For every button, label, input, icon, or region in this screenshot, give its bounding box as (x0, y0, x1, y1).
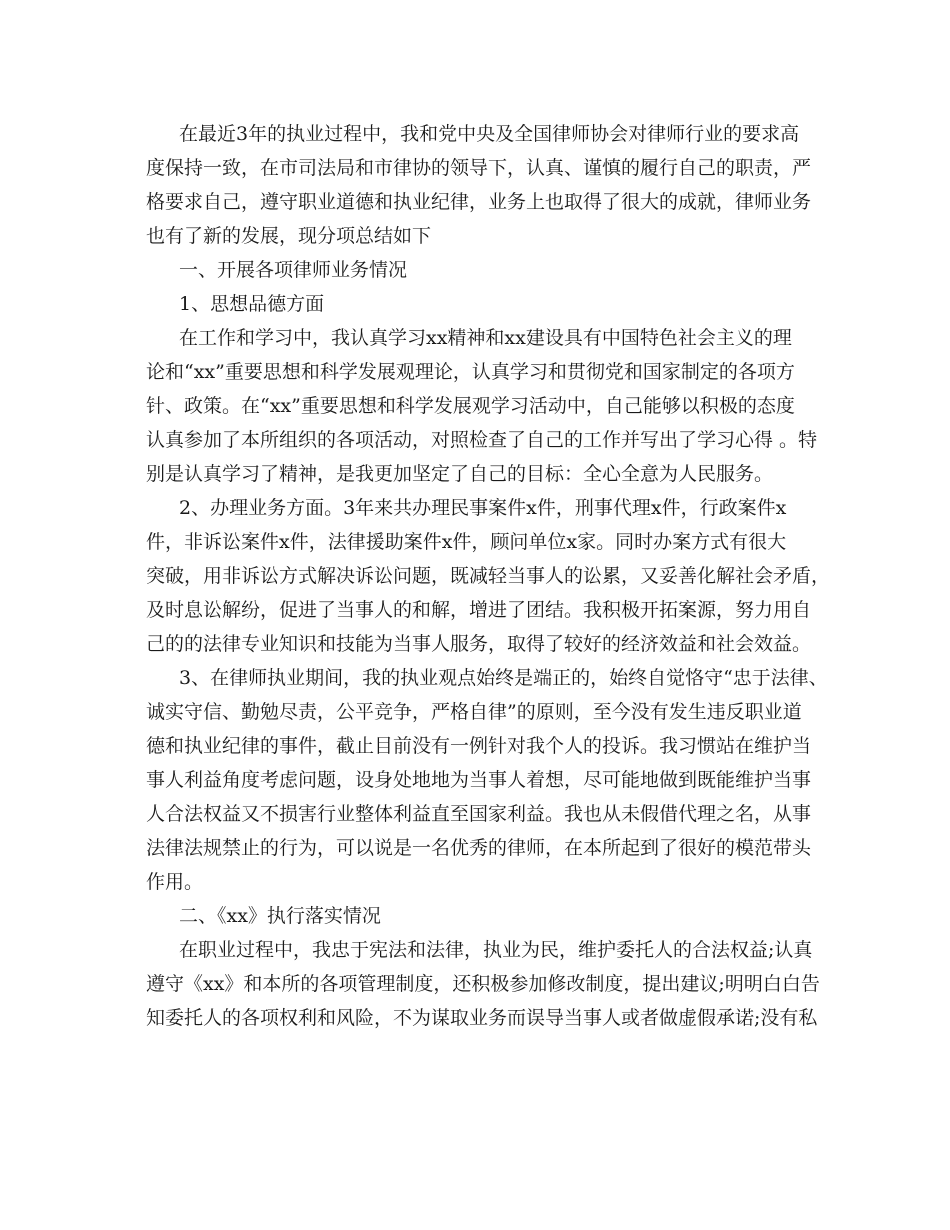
subsection-1-paragraph (146, 321, 818, 491)
text-line: 论和“xx”重要思想和科学发展观理论，认真学习和贯彻党和国家制定的各项方 (146, 361, 795, 383)
text-line: 认真参加了本所组织的各项活动，对照检查了自己的工作并写出了学习心得 。特 (146, 429, 818, 451)
text-line: 人合法权益又不损害行业整体利益直至国家利益。我也从未假借代理之名，从事 (146, 803, 812, 825)
text-line: 突破，用非诉讼方式解决诉讼问题，既减轻当事人的讼累，又妥善化解社会矛盾， (146, 565, 831, 587)
text-line: 及时息讼解纷，促进了当事人的和解，增进了团结。我积极开拓案源，努力用自 (146, 599, 812, 621)
text-line: 在最近3年的执业过程中，我和党中央及全国律师协会对律师行业的要求高 (179, 123, 800, 145)
heading-text: 二、《xx》执行落实情况 (179, 905, 381, 927)
text-line: 己的的法律专业知识和技能为当事人服务，取得了较好的经济效益和社会效益。 (146, 633, 812, 655)
text-line: 德和执业纪律的事件，截止目前没有一例针对我个人的投诉。我习惯站在维护当 (146, 735, 812, 757)
text-line: 诚实守信、勤勉尽责，公平竞争，严格自律”的原则，至今没有发生违反职业道 (146, 701, 802, 723)
text-line: 遵守《xx》和本所的各项管理制度，还积极参加修改制度，提出建议;明明白白告 (146, 973, 820, 995)
section-2-paragraph (146, 933, 820, 1035)
text-line: 知委托人的各项权利和风险，不为谋取业务而误导当事人或者做虚假承诺;没有私 (146, 1007, 818, 1029)
text-line: 法律法规禁止的行为，可以说是一名优秀的律师，在本所起到了很好的模范带头 (146, 837, 812, 859)
section-1-heading (146, 253, 806, 287)
text-line: 3、在律师执业期间，我的执业观点始终是端正的，始终自觉恪守“忠于法律、 (179, 667, 828, 689)
text-line: 度保持一致，在市司法局和市律协的领导下，认真、谨慎的履行自己的职责，严 (146, 157, 812, 179)
text-line: 格要求自己，遵守职业道德和执业纪律，业务上也取得了很大的成就，律师业务 (146, 191, 812, 213)
text-line: 在职业过程中，我忠于宪法和法律，执业为民，维护委托人的合法权益;认真 (179, 939, 813, 961)
text-line: 针、政策。在“xx”重要思想和科学发展观学习活动中，自己能够以积极的态度 (146, 395, 795, 417)
intro-paragraph (146, 117, 812, 253)
document-body (146, 117, 831, 1035)
text-line: 2、办理业务方面。3年来共办理民事案件x件，刑事代理x件，行政案件x (179, 497, 787, 519)
text-line: 也有了新的发展，现分项总结如下 (146, 225, 432, 247)
heading-text: 一、开展各项律师业务情况 (179, 259, 408, 281)
text-line: 作用。 (146, 871, 204, 893)
subsection-3-paragraph (146, 661, 828, 899)
text-line: 在工作和学习中，我认真学习xx精神和xx建设具有中国特色社会主义的理 (179, 327, 792, 349)
heading-text: 1、思想品德方面 (179, 293, 325, 315)
text-line: 别是认真学习了精神，是我更加坚定了自己的目标：全心全意为人民服务。 (146, 463, 774, 485)
subsection-2-paragraph (146, 491, 831, 661)
subsection-1-heading (146, 287, 806, 321)
text-line: 件，非诉讼案件x件，法律援助案件x件，顾问单位x家。同时办案方式有很大 (146, 531, 787, 553)
section-2-heading (146, 899, 806, 933)
text-line: 事人利益角度考虑问题，设身处地地为当事人着想，尽可能地做到既能维护当事 (146, 769, 812, 791)
